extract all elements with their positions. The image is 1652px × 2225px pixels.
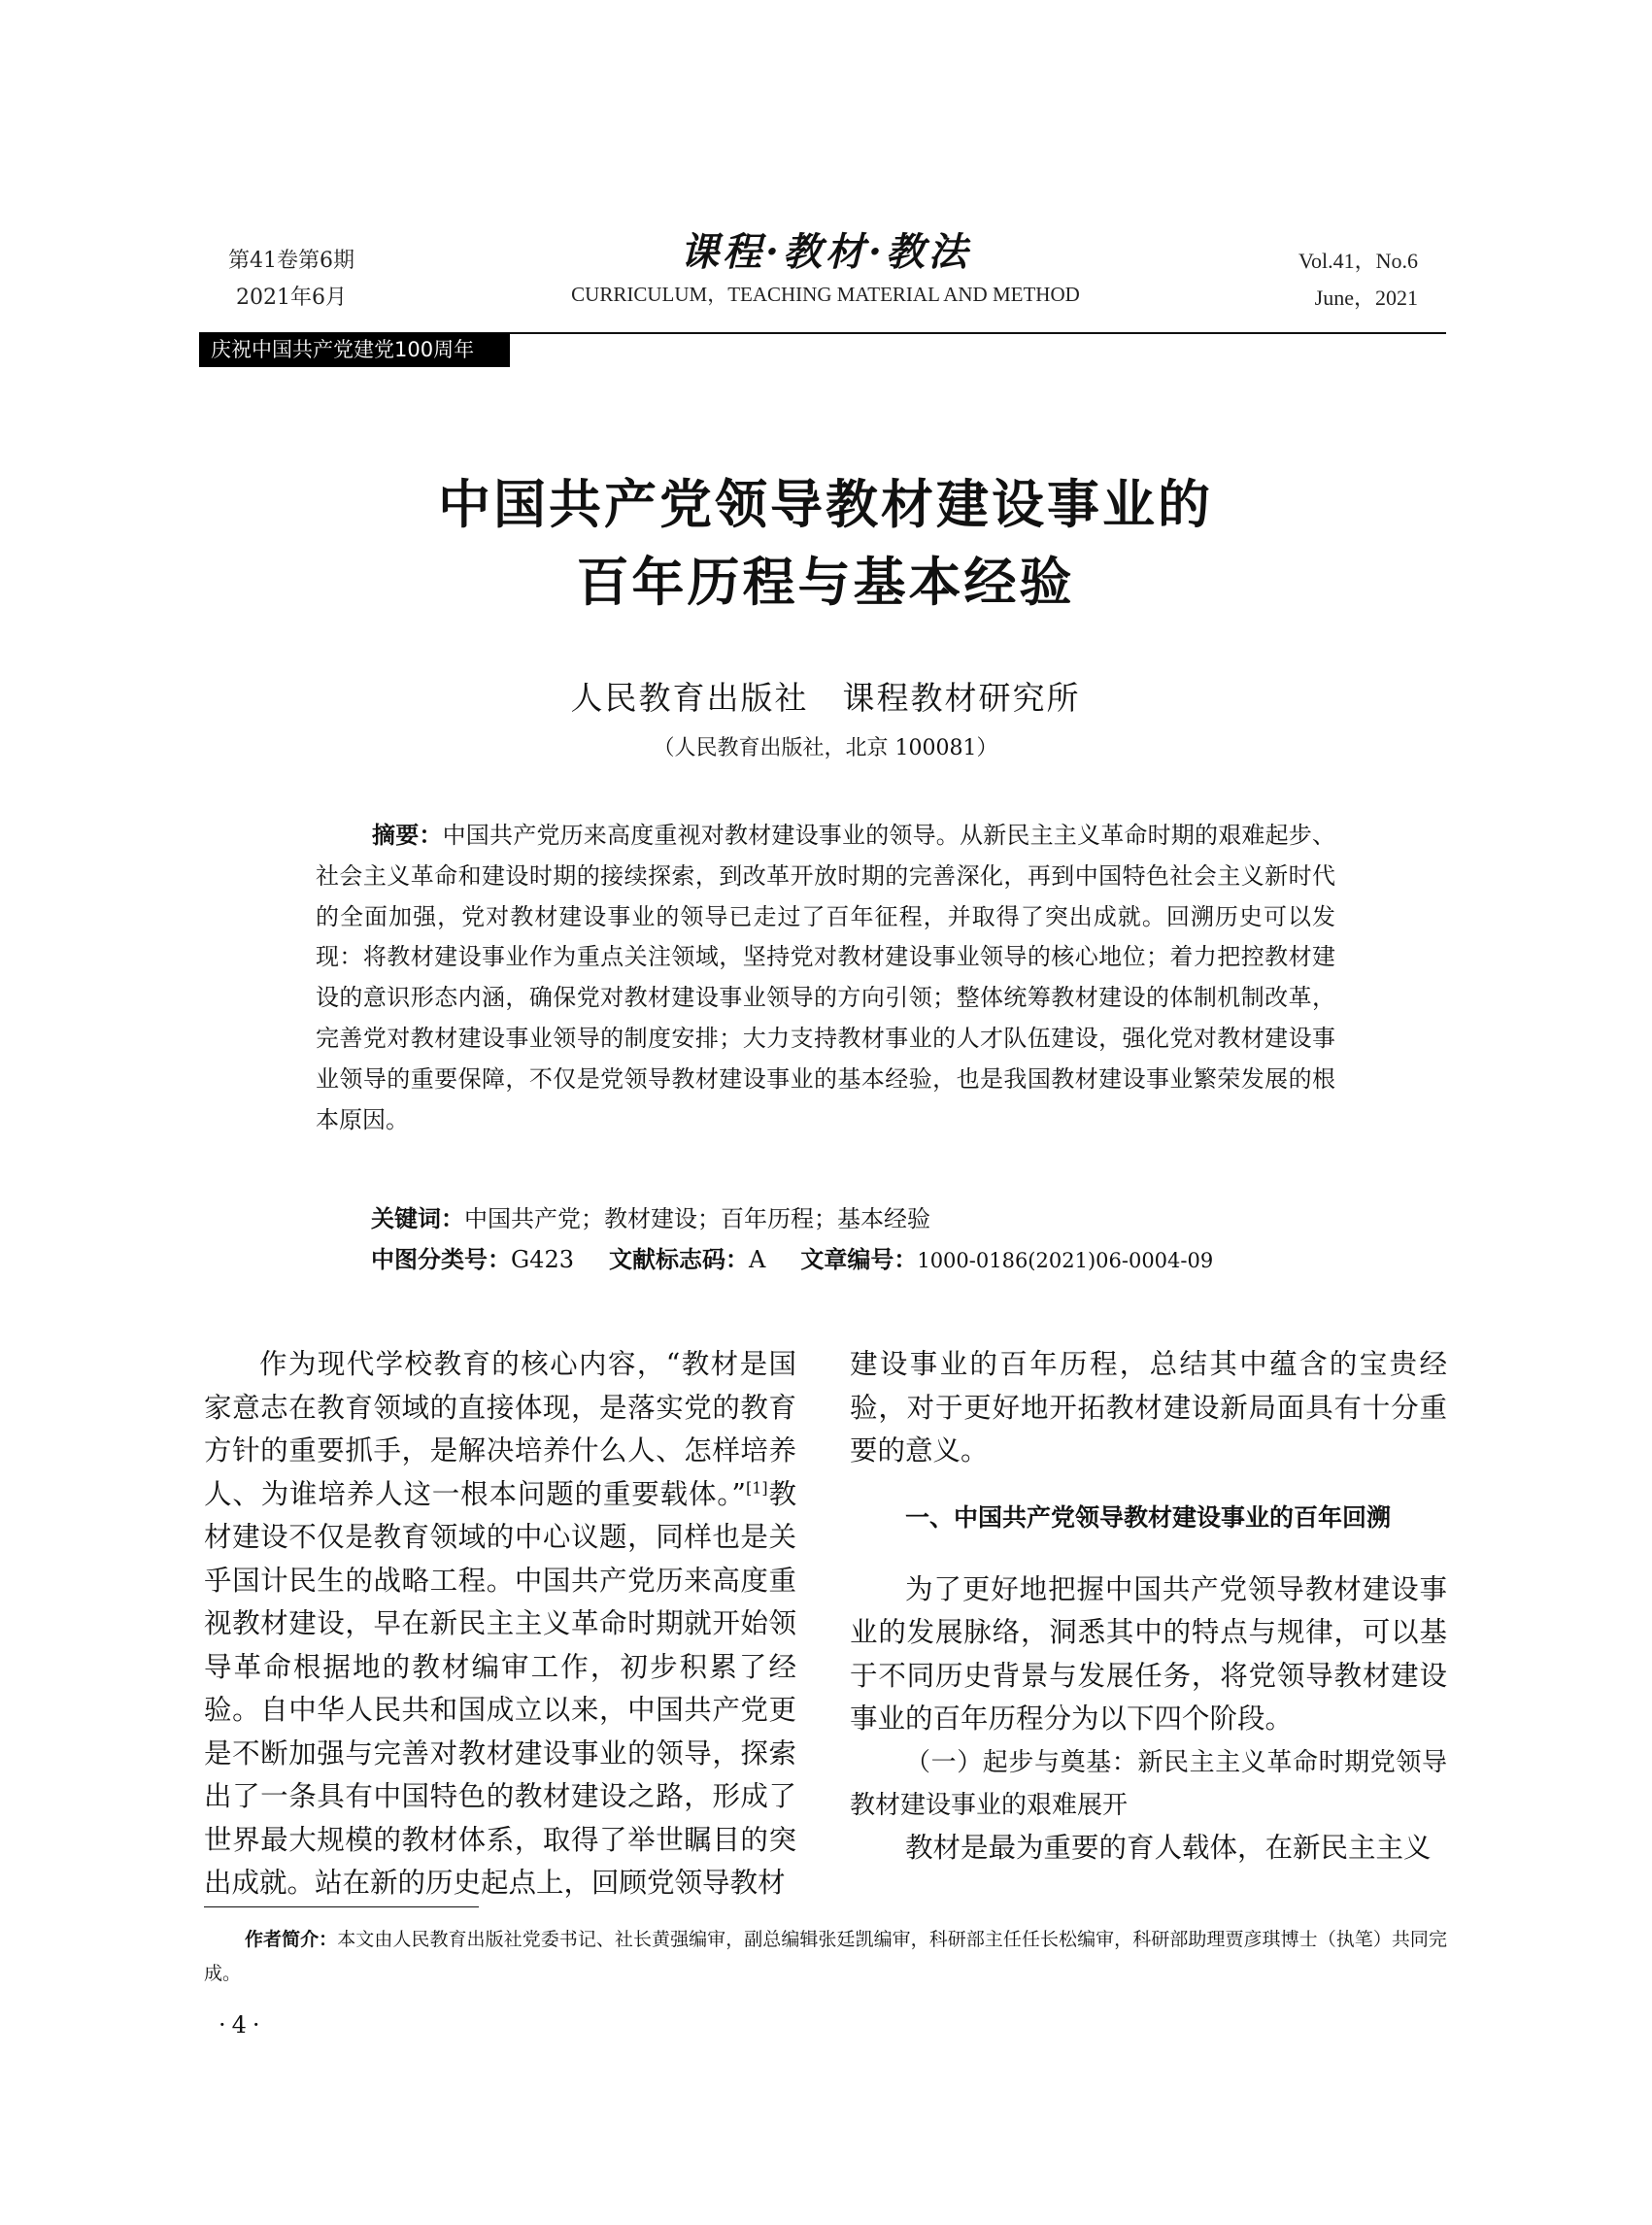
title-line-1: 中国共产党领导教材建设事业的 [438, 474, 1213, 535]
affiliation: （人民教育出版社，北京 100081） [653, 736, 998, 760]
title-line-2: 百年历程与基本经验 [576, 552, 1075, 613]
article-title [243, 466, 1408, 622]
journal-masthead [466, 225, 1185, 309]
volume-issue-block [194, 243, 388, 317]
journal-name-en: CURRICULUM，TEACHING MATERIAL AND METHOD [571, 283, 1080, 306]
page-number: ·4· [219, 2011, 266, 2039]
footnote-rule [204, 1906, 479, 1907]
citation-mark: [1] [745, 1478, 768, 1497]
volume-en-block [1180, 243, 1418, 317]
abstract-text: 中国共产党历来高度重视对教材建设事业的领导。从新民主主义革命时期的艰难起步、社会主义革命和建设时期的接续探索，到改革开放时期的完善深化，再到中国特色社会主义新时代的全面加强，党对教材建设事业的领导已走过了百年征程，并取得了突出成就。回溯历史可以发现：将教材建设事业作为重点关注领域，坚持党对教材建设事业领导的核心地位；着力把控教材建设的意识形态内涵，确保党对教材建设事业领导的方向引领；整体统筹教材建设的体制机制改革，完善党对教材建设事业领导的制度安排；大力支持教材事业的人才队伍建设，强化党对教材建设事业领导的重要保障，不仅是党领导教材建设事业的基本经验，也是我国教材建设事业繁荣发展的根本原因。 [316, 822, 1336, 1133]
footnote-label: 作者简介： [245, 1929, 338, 1950]
body-paragraph: 建设事业的百年历程，总结其中蕴含的宝贵经验，对于更好地开拓教材建设新局面具有十分重要的意义。 [850, 1348, 1447, 1466]
body-paragraph: 为了更好地把握中国共产党领导教材建设事业的发展脉络，洞悉其中的特点与规律，可以基于不同历史背景与发展任务，将党领导教材建设事业的百年历程分为以下四个阶段。 [850, 1572, 1447, 1735]
authors: 人民教育出版社 课程教材研究所 [570, 679, 1081, 717]
issue-date-cn: 2021年6月 [236, 286, 347, 310]
body-paragraph: 作为现代学校教育的核心内容，“教材是国家意志在教育领域的直接体现，是落实党的教育方针的重要抓手，是解决培养什么人、怎样培养人、为谁培养人这一根本问题的重要载体。”[1]教材建设不仅是教育领域的中心议题，同样也是关乎国计民生的战略工程。中国共产党历来高度重视教材建设，早在新民主主义革命时期就开始领导革命根据地的教材编审工作，初步积累了经验。自中华人民共和国成立以来，中国共产党更是不断加强与完善对教材建设事业的领导，探索出了一条具有中国特色的教材建设之路，形成了世界最大规模的教材体系，取得了举世瞩目的突出成就。站在新的历史起点上，回顾党领导教材 [204, 1348, 796, 1899]
keywords-label: 关键词： [371, 1205, 464, 1232]
clc-value: G423 [511, 1246, 574, 1273]
classification-line [371, 1240, 1213, 1280]
abstract-label: 摘要： [372, 822, 443, 849]
volume-issue: 第41卷第6期 [228, 249, 354, 273]
keywords [371, 1199, 930, 1238]
subsection-heading: （一）起步与奠基：新民主主义革命时期党领导教材建设事业的艰难展开 [850, 1747, 1447, 1820]
doc-code-value: A [748, 1246, 766, 1273]
volume-en: Vol.41，No.6 [1298, 249, 1418, 273]
column-banner: 庆祝中国共产党建党100周年 [199, 333, 510, 367]
clc-label: 中图分类号： [371, 1246, 511, 1273]
body-paragraph: 教材是最为重要的育人载体，在新民主主义 [905, 1831, 1432, 1864]
article-number-label: 文章编号： [800, 1246, 918, 1273]
article-number-value: 1000-0186(2021)06-0004-09 [917, 1249, 1214, 1272]
doc-code-label: 文献标志码： [608, 1246, 749, 1273]
section-heading: 一、中国共产党领导教材建设事业的百年回溯 [905, 1502, 1392, 1532]
body-column-right [850, 1343, 1447, 1870]
footnote [204, 1923, 1447, 1991]
journal-name-cn: 课程·教材·教法 [680, 229, 971, 275]
issue-date-en: June，2021 [1314, 286, 1418, 310]
abstract [316, 816, 1335, 1140]
keywords-text: 中国共产党；教材建设；百年历程；基本经验 [464, 1205, 930, 1232]
footnote-text: 本文由人民教育出版社党委书记、社长黄强编审，副总编辑张廷凯编审，科研部主任任长松编审，科研部助理贾彦琪博士（执笔）共同完成。 [204, 1929, 1447, 1984]
body-column-left [204, 1343, 796, 1905]
